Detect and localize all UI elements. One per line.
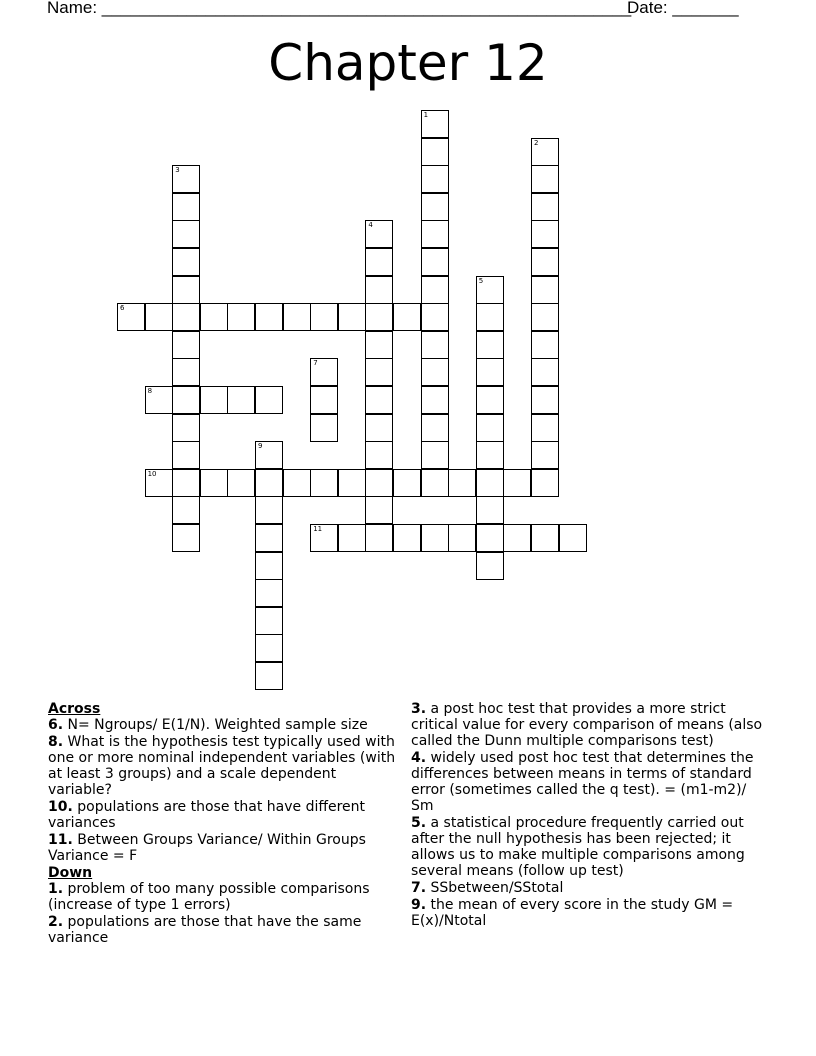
clue-text: populations are those that have different variances: [48, 799, 366, 831]
cell-number: 4: [368, 221, 373, 230]
cell-number: 9: [258, 442, 263, 451]
grid-cell[interactable]: [310, 358, 338, 386]
grid-cell[interactable]: [365, 220, 393, 248]
clue-across-10: [48, 799, 398, 831]
grid-cell[interactable]: [365, 414, 393, 442]
grid-cell[interactable]: [172, 165, 200, 193]
grid-cell[interactable]: [476, 552, 504, 580]
grid-cell[interactable]: [476, 331, 504, 359]
grid-cell[interactable]: [200, 303, 228, 331]
clue-across-6: [48, 717, 398, 733]
clue-down-1: [48, 881, 398, 913]
grid-cell[interactable]: [365, 524, 393, 552]
grid-cell[interactable]: [503, 524, 531, 552]
clues-column-left: [48, 701, 398, 947]
cell-number: 5: [478, 276, 484, 285]
cell-number: 3: [175, 166, 180, 175]
cell-number: 8: [147, 387, 153, 395]
grid-cell[interactable]: [365, 248, 393, 276]
clue-down-7: [411, 880, 773, 896]
grid-cell[interactable]: [310, 524, 338, 552]
clue-number: 6.: [48, 717, 64, 733]
cell-number: 1: [423, 111, 429, 119]
clue-number: 11.: [48, 832, 73, 848]
grid-cell[interactable]: [476, 469, 504, 497]
grid-cell[interactable]: [172, 303, 200, 331]
grid-cell[interactable]: [531, 220, 559, 248]
grid-cell[interactable]: [310, 303, 338, 331]
across-heading: Across: [48, 701, 101, 717]
grid-cell[interactable]: [559, 524, 587, 552]
grid-cell[interactable]: [531, 524, 559, 552]
cell-number: 11: [313, 525, 323, 533]
grid-cell[interactable]: [421, 358, 449, 386]
grid-cell[interactable]: [145, 386, 173, 414]
grid-cell[interactable]: [421, 303, 449, 331]
grid-cell[interactable]: [365, 469, 393, 497]
grid-cell[interactable]: [503, 469, 531, 497]
grid-cell[interactable]: [255, 579, 283, 607]
grid-cell[interactable]: [172, 524, 200, 552]
grid-cell[interactable]: [421, 441, 449, 469]
grid-cell[interactable]: [172, 358, 200, 386]
grid-cell[interactable]: [476, 414, 504, 442]
grid-cell[interactable]: [393, 303, 421, 331]
clue-number: 8.: [48, 734, 64, 750]
grid-cell[interactable]: [255, 524, 283, 552]
grid-cell[interactable]: [338, 469, 366, 497]
grid-cell[interactable]: [310, 414, 338, 442]
grid-cell[interactable]: [365, 358, 393, 386]
clue-text: problem of too many possible comparisons (increase of type 1 errors): [48, 881, 370, 913]
grid-cell[interactable]: [365, 496, 393, 524]
grid-cell[interactable]: [338, 524, 366, 552]
grid-cell[interactable]: [310, 469, 338, 497]
grid-cell[interactable]: [421, 165, 449, 193]
grid-cell[interactable]: [365, 331, 393, 359]
grid-cell[interactable]: [448, 469, 476, 497]
grid-cell[interactable]: [421, 193, 449, 221]
grid-cell[interactable]: [227, 303, 255, 331]
clue-number: 1.: [48, 881, 64, 897]
grid-cell[interactable]: [255, 469, 283, 497]
clue-text: Between Groups Variance/ Within Groups Variance = F: [48, 832, 366, 864]
grid-cell[interactable]: [283, 469, 311, 497]
cell-number: 10: [147, 469, 157, 478]
grid-cell[interactable]: [255, 496, 283, 524]
grid-cell[interactable]: [172, 414, 200, 442]
grid-cell[interactable]: [531, 331, 559, 359]
clue-text: a statistical procedure frequently carried out after the null hypothesis has been rejected; it allows us to make multiple comparisons among several means (follow up test): [411, 815, 745, 879]
grid-cell[interactable]: [283, 303, 311, 331]
clue-down-9: [411, 897, 773, 929]
grid-cell[interactable]: [421, 386, 449, 414]
grid-cell[interactable]: [421, 248, 449, 276]
grid-cell[interactable]: [476, 524, 504, 552]
grid-cell[interactable]: [255, 662, 283, 690]
clue-text: the mean of every score in the study GM = E(x)/Ntotal: [411, 897, 734, 929]
grid-cell[interactable]: [531, 414, 559, 442]
clue-down-4: [411, 750, 773, 814]
grid-cell[interactable]: [365, 441, 393, 469]
grid-cell[interactable]: [393, 524, 421, 552]
grid-cell[interactable]: [476, 441, 504, 469]
grid-cell[interactable]: [172, 248, 200, 276]
clue-number: 2.: [48, 914, 64, 930]
grid-cell[interactable]: [421, 138, 449, 166]
clue-down-3: [411, 701, 773, 749]
grid-cell[interactable]: [421, 469, 449, 497]
grid-cell[interactable]: [365, 386, 393, 414]
down-heading: Down: [48, 865, 93, 881]
grid-cell[interactable]: [448, 524, 476, 552]
grid-cell[interactable]: [421, 414, 449, 442]
clue-text: SSbetween/SStotal: [430, 880, 564, 896]
grid-cell[interactable]: [531, 441, 559, 469]
grid-cell[interactable]: [255, 607, 283, 635]
grid-cell[interactable]: [476, 358, 504, 386]
grid-cell[interactable]: [255, 303, 283, 331]
grid-cell[interactable]: [145, 303, 173, 331]
grid-cell[interactable]: [476, 496, 504, 524]
grid-cell[interactable]: [531, 193, 559, 221]
page-title: Chapter 12: [268, 34, 548, 92]
grid-cell[interactable]: [531, 276, 559, 304]
clue-number: 10.: [48, 799, 73, 815]
clue-text: populations are those that have the same variance: [48, 914, 362, 946]
grid-cell[interactable]: [172, 441, 200, 469]
grid-cell[interactable]: [531, 303, 559, 331]
clue-text: a post hoc test that provides a more strict critical value for every comparison of means (also called the Dunn multiple comparisons test): [411, 701, 763, 749]
grid-cell[interactable]: [255, 441, 283, 469]
clue-down-2: [48, 914, 398, 946]
grid-cell[interactable]: [531, 248, 559, 276]
clue-number: 3.: [411, 701, 427, 717]
grid-cell[interactable]: [421, 524, 449, 552]
grid-cell[interactable]: [531, 165, 559, 193]
grid-cell[interactable]: [172, 386, 200, 414]
grid-cell[interactable]: [172, 276, 200, 304]
grid-cell[interactable]: [200, 386, 228, 414]
cell-number: 2: [534, 138, 539, 147]
grid-cell[interactable]: [531, 386, 559, 414]
clue-number: 9.: [411, 897, 427, 913]
grid-cell[interactable]: [365, 276, 393, 304]
grid-cell[interactable]: [365, 303, 393, 331]
grid-cell[interactable]: [255, 552, 283, 580]
clue-text: widely used post hoc test that determines the differences between means in terms of standard error (sometimes called the q test). = (m1-m2)/ Sm: [411, 750, 754, 814]
grid-cell[interactable]: [200, 469, 228, 497]
grid-cell[interactable]: [227, 386, 255, 414]
grid-cell[interactable]: [255, 634, 283, 662]
clue-across-8: [48, 734, 398, 798]
grid-cell[interactable]: [476, 303, 504, 331]
clue-number: 4.: [411, 750, 427, 766]
grid-cell[interactable]: [145, 469, 173, 497]
grid-cell[interactable]: [172, 469, 200, 497]
clue-text: What is the hypothesis test typically used with one or more nominal independent variables (with at least 3 groups) and a scale dependent variable?: [48, 734, 396, 798]
grid-cell[interactable]: [421, 110, 449, 138]
grid-cell[interactable]: [117, 303, 145, 331]
grid-cell[interactable]: [531, 469, 559, 497]
grid-cell[interactable]: [531, 138, 559, 166]
clues-column-right: [411, 701, 773, 930]
clue-down-5: [411, 815, 773, 879]
grid-cell[interactable]: [172, 220, 200, 248]
clue-number: 7.: [411, 880, 427, 896]
grid-cell[interactable]: [255, 386, 283, 414]
clue-number: 5.: [411, 815, 427, 831]
cell-number: 7: [313, 359, 318, 368]
grid-cell[interactable]: [476, 386, 504, 414]
grid-cell[interactable]: [172, 331, 200, 359]
grid-cell[interactable]: [531, 358, 559, 386]
grid-cell[interactable]: [476, 276, 504, 304]
clue-across-11: [48, 832, 398, 864]
name-field-label: Name: ________________________________________________________: [47, 0, 632, 17]
grid-cell[interactable]: [227, 469, 255, 497]
grid-cell[interactable]: [172, 193, 200, 221]
grid-cell[interactable]: [421, 331, 449, 359]
clue-text: N= Ngroups/ E(1/N). Weighted sample size: [67, 717, 368, 733]
grid-cell[interactable]: [421, 276, 449, 304]
grid-cell[interactable]: [421, 220, 449, 248]
grid-cell[interactable]: [338, 303, 366, 331]
cell-number: 6: [120, 304, 125, 313]
grid-cell[interactable]: [172, 496, 200, 524]
grid-cell[interactable]: [310, 386, 338, 414]
date-field-label: Date: _______: [627, 0, 739, 17]
grid-cell[interactable]: [393, 469, 421, 497]
